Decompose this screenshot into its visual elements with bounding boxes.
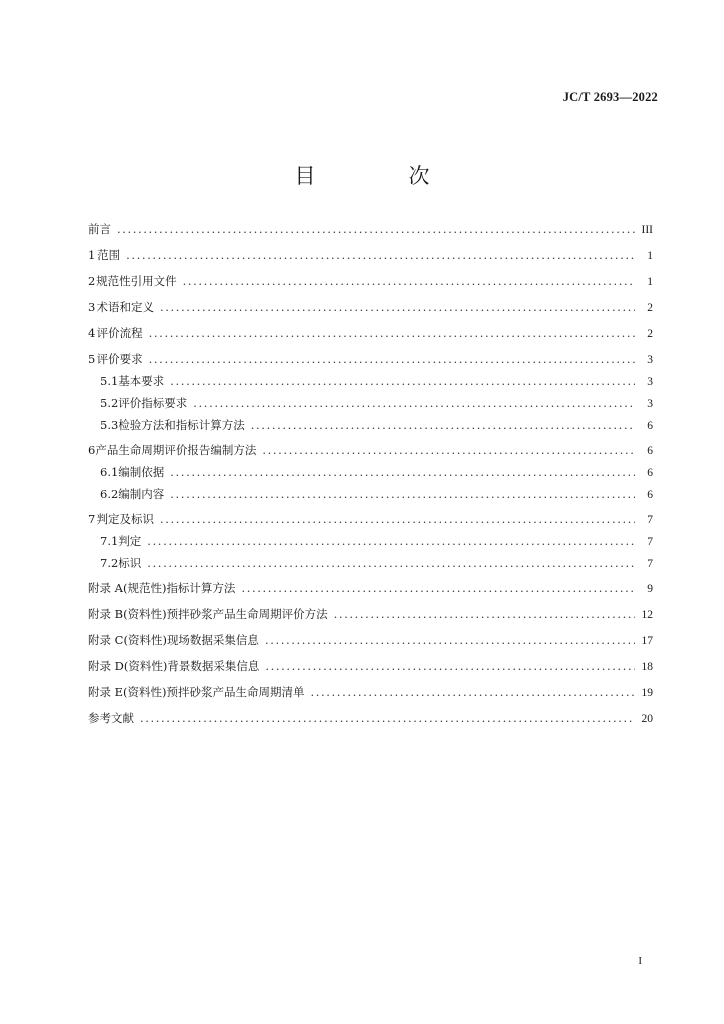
toc-entry-label: 术语和定义	[96, 300, 154, 314]
toc-leader-dots	[170, 465, 635, 479]
toc-entry-page: 6	[647, 445, 653, 457]
toc-entry-label: 判定	[118, 534, 142, 548]
toc-leader-dots	[251, 418, 635, 432]
toc-entry-number: 5.3	[100, 418, 119, 432]
toc-leader-dots	[183, 274, 635, 288]
toc-entry-label: 判定及标识	[96, 512, 154, 526]
toc-entry-number: 附录 D(资料性)	[88, 659, 168, 673]
page-number: I	[638, 955, 642, 967]
toc-entry-label: 标识	[118, 556, 142, 570]
toc-entry-label: 评价指标要求	[118, 396, 188, 410]
toc-entry[interactable]	[88, 222, 653, 237]
toc-leader-dots	[334, 607, 635, 621]
toc-entry-page: 12	[641, 609, 653, 621]
toc-entry-page: 3	[647, 376, 653, 388]
toc-leader-dots	[311, 685, 635, 699]
toc-entry[interactable]	[88, 685, 653, 700]
toc-entry-label: 预拌砂浆产品生命周期清单	[166, 685, 305, 699]
toc-leader-dots	[147, 534, 635, 548]
toc-entry[interactable]	[88, 326, 653, 341]
toc-leader-dots	[160, 300, 635, 314]
toc-entry-number: 6	[88, 443, 96, 457]
toc-leader-dots	[149, 326, 635, 340]
toc-entry-number: 前	[88, 222, 100, 236]
toc-leader-dots	[170, 487, 635, 501]
toc-entry-page: 1	[647, 276, 653, 288]
toc-entry[interactable]	[88, 556, 653, 571]
toc-entry-page: 19	[641, 687, 653, 699]
toc-entry-number: 2	[88, 274, 96, 288]
toc-entry-number: 附录 A(规范性)	[88, 581, 167, 595]
toc-leader-dots	[241, 581, 635, 595]
toc-entry[interactable]	[88, 711, 653, 726]
toc-leader-dots	[140, 711, 635, 725]
standard-code: JC/T 2693—2022	[562, 90, 658, 104]
toc-entry[interactable]	[88, 465, 653, 480]
toc-entry-number: 附录 C(资料性)	[88, 633, 167, 647]
toc-entry-number: 5.1	[100, 374, 119, 388]
toc-entry[interactable]	[88, 607, 653, 622]
toc-entry-label: 编制内容	[118, 487, 165, 501]
toc-entry[interactable]	[88, 487, 653, 502]
toc-entry-number: 6.2	[100, 487, 119, 501]
toc-title: 目 次	[294, 164, 466, 188]
toc-entry-label: 检验方法和指标计算方法	[118, 418, 245, 432]
toc-entry-page: 6	[647, 467, 653, 479]
toc-entry-number: 5	[88, 352, 96, 366]
toc-entry-page: 9	[647, 583, 653, 595]
toc-entry-number: 6.1	[100, 465, 119, 479]
toc-entry-page: III	[641, 224, 653, 236]
toc-entry-number: 附录 E(资料性)	[88, 685, 167, 699]
toc-entry-label: 产品生命周期评价报告编制方法	[95, 443, 257, 457]
toc-leader-dots	[160, 512, 635, 526]
toc-entry-label: 评价流程	[96, 326, 143, 340]
toc-entry-number: 1	[88, 248, 96, 262]
toc-entry[interactable]	[88, 248, 653, 263]
table-of-contents	[88, 222, 653, 726]
toc-entry-number: 3	[88, 300, 96, 314]
toc-entry-page: 17	[641, 635, 653, 647]
toc-entry-page: 6	[647, 420, 653, 432]
toc-leader-dots	[126, 248, 635, 262]
toc-entry-page: 1	[647, 250, 653, 262]
toc-entry-page: 7	[647, 558, 653, 570]
toc-entry-page: 3	[647, 398, 653, 410]
toc-entry-page: 3	[647, 354, 653, 366]
toc-entry-number: 7.2	[100, 556, 119, 570]
toc-leader-dots	[170, 374, 635, 388]
toc-entry[interactable]	[88, 512, 653, 527]
toc-entry-number: 7	[88, 512, 96, 526]
toc-entry[interactable]	[88, 374, 653, 389]
toc-entry-number: 7.1	[100, 534, 119, 548]
toc-entry-label: 参考文献	[88, 711, 134, 725]
toc-entry-label: 言	[99, 222, 111, 236]
toc-entry-page: 2	[647, 302, 653, 314]
toc-entry-label: 指标计算方法	[166, 581, 236, 595]
toc-leader-dots	[117, 222, 635, 236]
toc-entry-number: 4	[88, 326, 96, 340]
toc-entry-number: 5.2	[100, 396, 119, 410]
toc-entry[interactable]	[88, 418, 653, 433]
toc-leader-dots	[149, 352, 635, 366]
toc-entry-page: 6	[647, 489, 653, 501]
toc-entry[interactable]	[88, 300, 653, 315]
toc-entry-label: 基本要求	[118, 374, 165, 388]
toc-entry-label: 现场数据采集信息	[166, 633, 259, 647]
toc-entry[interactable]	[88, 659, 653, 674]
toc-entry[interactable]	[88, 443, 653, 458]
toc-entry[interactable]	[88, 352, 653, 367]
toc-entry-label: 编制依据	[118, 465, 165, 479]
toc-entry[interactable]	[88, 396, 653, 411]
toc-leader-dots	[265, 633, 635, 647]
toc-entry-label: 背景数据采集信息	[167, 659, 260, 673]
toc-entry-number: 附录 B(资料性)	[88, 607, 167, 621]
toc-leader-dots	[147, 556, 635, 570]
toc-entry[interactable]	[88, 633, 653, 648]
toc-entry[interactable]	[88, 534, 653, 549]
toc-leader-dots	[262, 443, 635, 457]
toc-entry-page: 7	[647, 536, 653, 548]
toc-leader-dots	[265, 659, 635, 673]
toc-leader-dots	[193, 396, 635, 410]
toc-entry-page: 7	[647, 514, 653, 526]
toc-entry-label: 规范性引用文件	[96, 274, 177, 288]
toc-entry-label: 范围	[97, 248, 121, 262]
toc-entry-page: 18	[641, 661, 653, 673]
toc-entry[interactable]	[88, 581, 653, 596]
toc-entry[interactable]	[88, 274, 653, 289]
toc-entry-page: 2	[647, 328, 653, 340]
toc-entry-label: 预拌砂浆产品生命周期评价方法	[166, 607, 328, 621]
toc-entry-page: 20	[641, 713, 653, 725]
toc-entry-label: 评价要求	[96, 352, 143, 366]
